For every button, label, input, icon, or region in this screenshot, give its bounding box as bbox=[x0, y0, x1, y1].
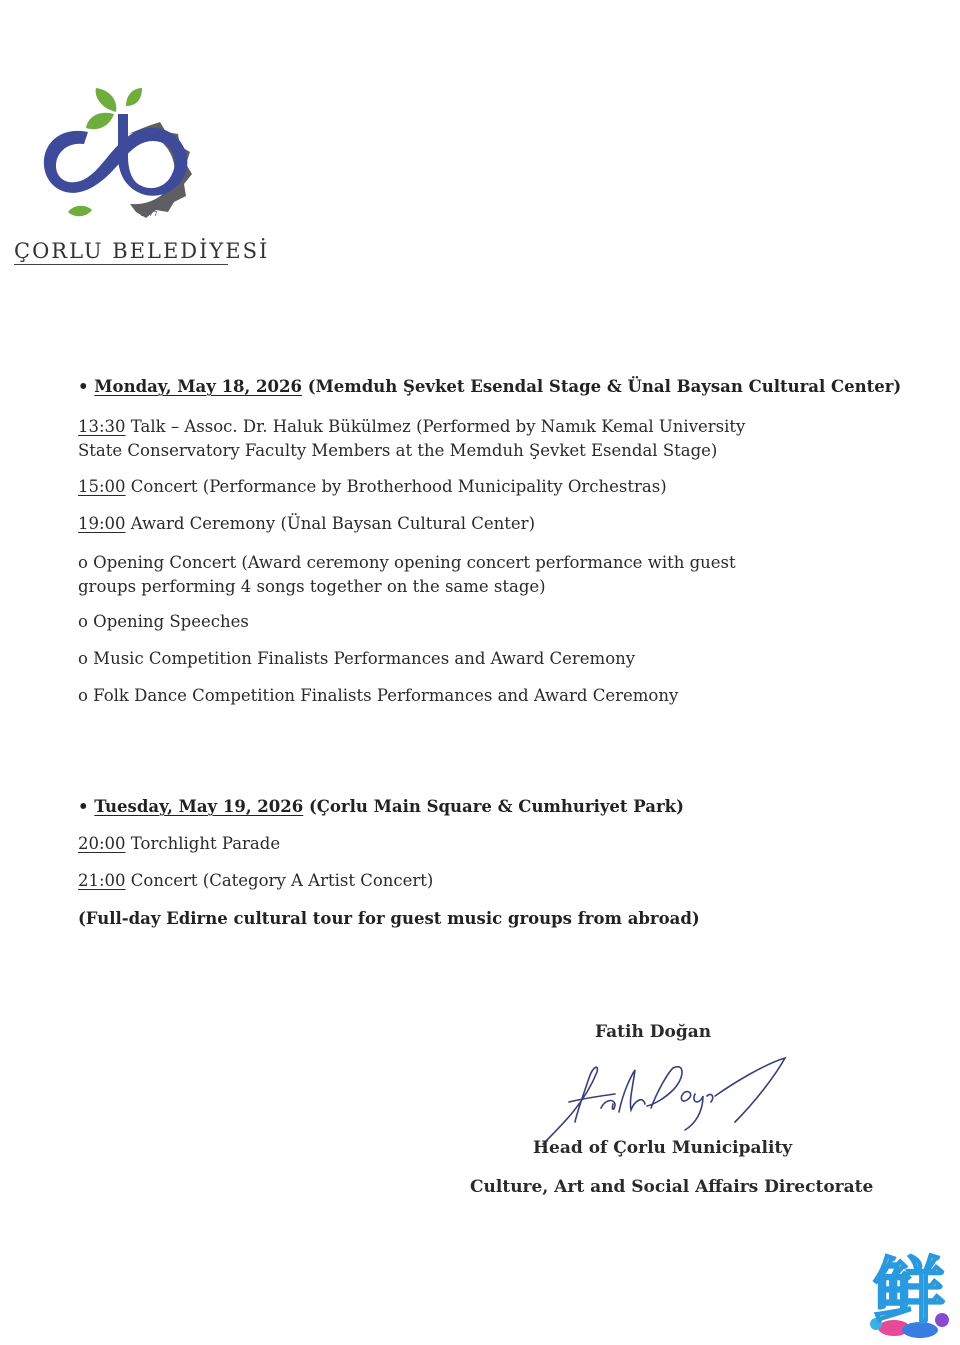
day1-date: Monday, May 18, 2026 bbox=[94, 377, 302, 396]
day1-subitem-4: o Folk Dance Competition Finalists Performances and Award Ceremony bbox=[78, 686, 679, 705]
day2-note: (Full-day Edirne cultural tour for guest music groups from abroad) bbox=[78, 909, 700, 928]
leaf-icon bbox=[96, 88, 117, 112]
item-time: 21:00 bbox=[78, 871, 126, 890]
signatory-title-line2: Culture, Art and Social Affairs Directorate bbox=[470, 1177, 874, 1197]
signatory-name: Fatih Doğan bbox=[595, 1022, 712, 1042]
logo-year: 1877 bbox=[140, 210, 158, 218]
day2-venue: (Çorlu Main Square & Cumhuriyet Park) bbox=[303, 797, 684, 816]
leaf-icon bbox=[86, 113, 114, 129]
item-text: Concert (Performance by Brotherhood Municipality Orchestras) bbox=[125, 477, 667, 496]
item-time: 15:00 bbox=[78, 477, 126, 496]
item-text: Concert (Category A Artist Concert) bbox=[125, 871, 434, 890]
signatory-title-line1: Head of Çorlu Municipality bbox=[533, 1138, 793, 1158]
item-text: Torchlight Parade bbox=[125, 834, 281, 853]
logo-text: ÇORLU BELEDİYESİ bbox=[14, 239, 270, 263]
day1-item-3 bbox=[78, 514, 535, 533]
day1-venue: (Memduh Şevket Esendal Stage & Ünal Baysan Cultural Center) bbox=[301, 377, 902, 396]
item-time: 20:00 bbox=[78, 834, 126, 853]
item-text: Talk – Assoc. Dr. Haluk Bükülmez (Performed by Namık Kemal University State Conservatory Faculty Members at the Memduh Şevket Esendal Stage) bbox=[78, 417, 746, 460]
day1-subitem-2: o Opening Speeches bbox=[78, 612, 249, 631]
logo-emblem-icon bbox=[28, 84, 218, 234]
day1-subitem-3: o Music Competition Finalists Performances and Award Ceremony bbox=[78, 649, 636, 668]
watermark-glyph: 鲜 bbox=[872, 1250, 946, 1333]
item-text: Award Ceremony (Ünal Baysan Cultural Center) bbox=[125, 514, 536, 533]
bullet-icon: • bbox=[78, 377, 95, 396]
day2-item-1 bbox=[78, 834, 280, 853]
day2-item-2 bbox=[78, 871, 433, 890]
day1-item-2 bbox=[78, 477, 667, 496]
leaf-icon bbox=[126, 88, 142, 106]
day1-item-1 bbox=[78, 415, 778, 463]
item-time: 19:00 bbox=[78, 514, 126, 533]
watermark-logo bbox=[864, 1250, 954, 1340]
leaf-icon bbox=[68, 206, 92, 217]
handwritten-signature bbox=[535, 1052, 805, 1152]
municipality-logo bbox=[14, 84, 270, 274]
day2-heading bbox=[78, 797, 684, 816]
day1-subitem-1: o Opening Concert (Award ceremony opening concert performance with guest groups performing 4 songs together on the same stage) bbox=[78, 553, 736, 596]
bullet-icon: • bbox=[78, 797, 95, 816]
item-time: 13:30 bbox=[78, 417, 126, 436]
watermark-icon bbox=[864, 1250, 954, 1340]
day1-heading bbox=[78, 377, 901, 396]
day2-date: Tuesday, May 19, 2026 bbox=[94, 797, 304, 816]
